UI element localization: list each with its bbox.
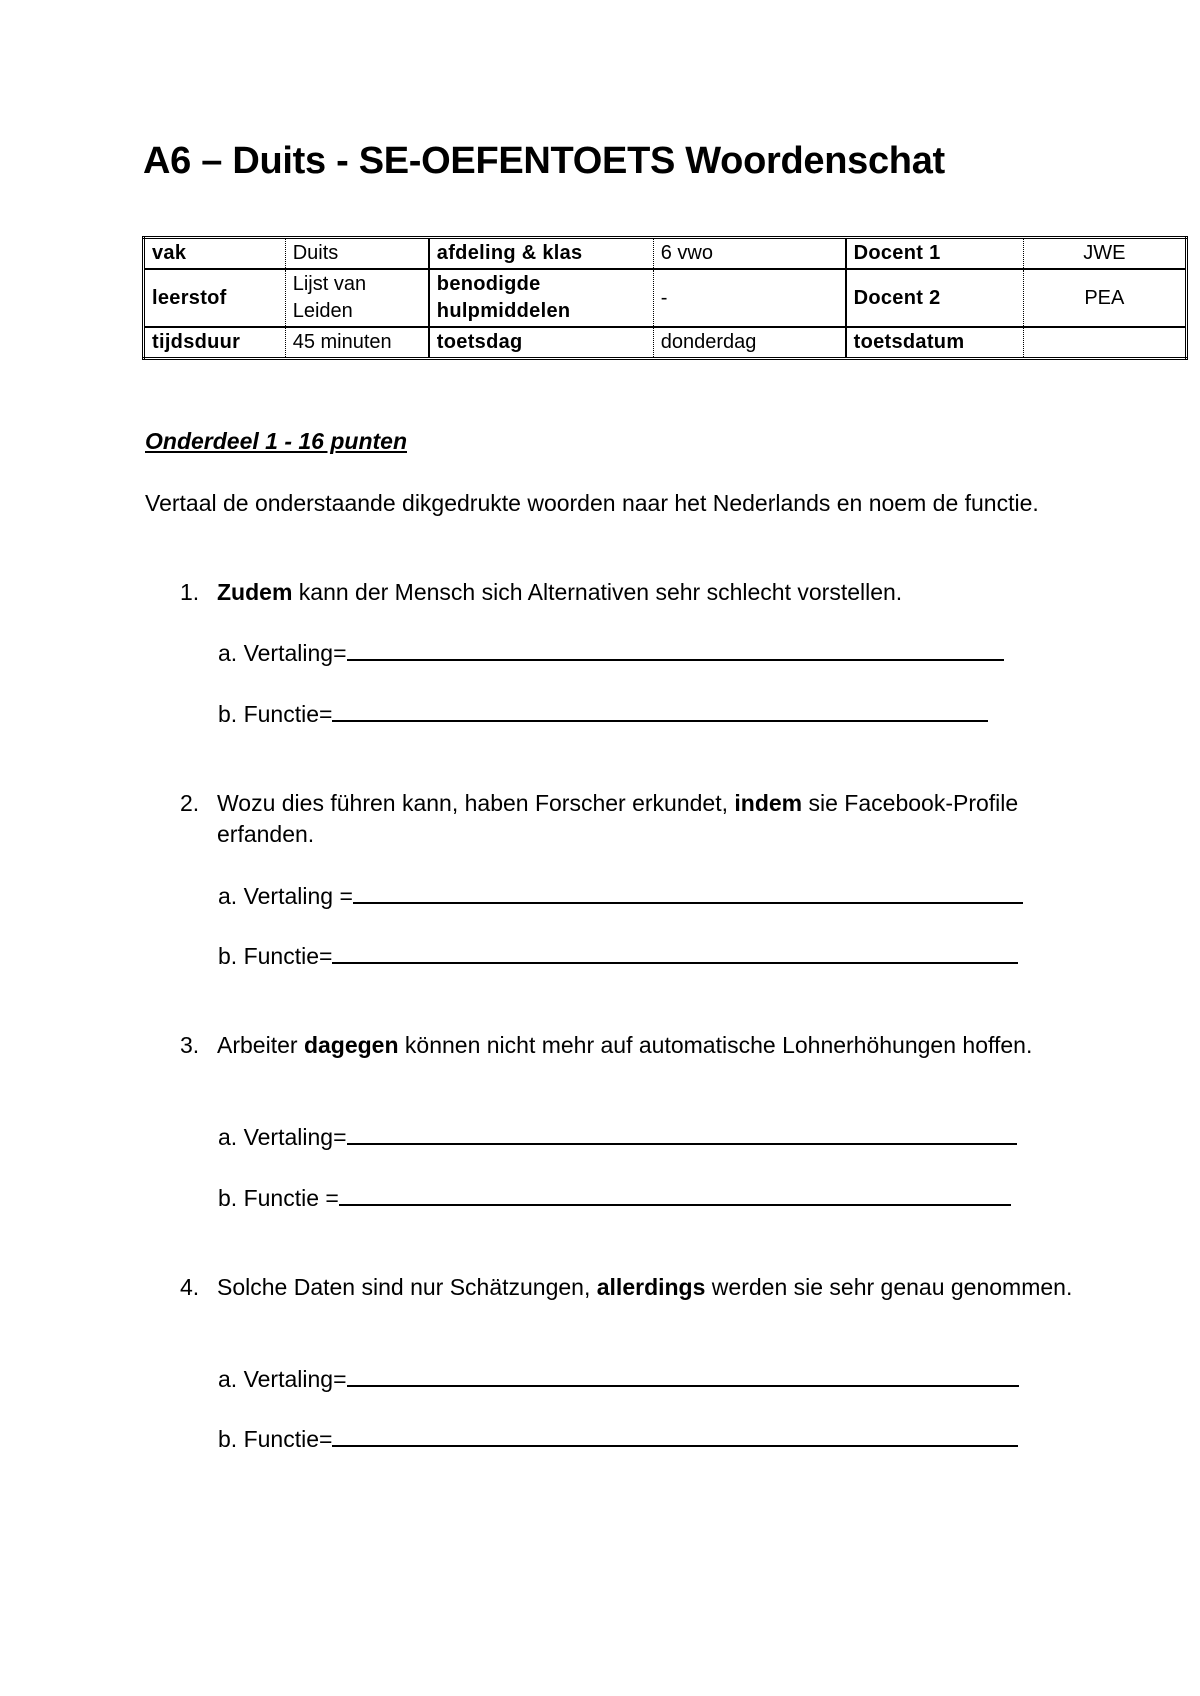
- label-toetsdatum: toetsdatum: [846, 327, 1024, 359]
- question-keyword: allerdings: [596, 1274, 706, 1300]
- question-text: können nicht mehr auf automatische Lohnerhöhungen hoffen.: [398, 1032, 1033, 1058]
- answer-label: b. Functie =: [218, 1185, 339, 1211]
- label-tijdsduur: tijdsduur: [144, 327, 286, 359]
- label-leerstof: leerstof: [144, 269, 286, 327]
- answer-label: a. Vertaling=: [218, 1124, 347, 1150]
- question-number: 3.: [180, 1032, 200, 1058]
- question-keyword: Zudem: [217, 579, 293, 605]
- answer-function-1: [218, 698, 988, 730]
- answer-line[interactable]: [332, 698, 988, 722]
- question-keyword: dagegen: [303, 1032, 399, 1058]
- answer-label: a. Vertaling=: [218, 640, 347, 666]
- answer-translation-2: [218, 880, 1023, 912]
- question-2: [180, 788, 1080, 850]
- test-info-table: [142, 236, 1188, 360]
- answer-line[interactable]: [353, 880, 1023, 904]
- value-tijdsduur: 45 minuten: [285, 327, 429, 359]
- label-docent-1: Docent 1: [846, 238, 1024, 270]
- answer-label: a. Vertaling=: [218, 1366, 347, 1392]
- question-keyword: indem: [734, 790, 803, 816]
- question-text: Wozu dies führen kann, haben Forscher erkundet,: [217, 790, 735, 816]
- question-text: Solche Daten sind nur Schätzungen,: [217, 1274, 597, 1300]
- answer-label: a. Vertaling =: [218, 883, 353, 909]
- answer-translation-3: [218, 1121, 1017, 1153]
- answer-function-3: [218, 1182, 1011, 1214]
- page-title: A6 – Duits - SE-OEFENTOETS Woordenschat: [143, 140, 945, 182]
- value-toetsdatum: [1023, 327, 1186, 359]
- value-leerstof: Lijst van Leiden: [285, 269, 429, 327]
- question-1: [180, 577, 1080, 608]
- answer-line[interactable]: [347, 1363, 1019, 1387]
- value-docent-1: JWE: [1023, 238, 1186, 270]
- value-hulpmiddelen: -: [653, 269, 845, 327]
- answer-label: b. Functie=: [218, 943, 333, 969]
- question-number: 1.: [180, 579, 200, 605]
- answer-translation-1: [218, 637, 1004, 669]
- label-toetsdag: toetsdag: [429, 327, 653, 359]
- label-docent-2: Docent 2: [846, 269, 1024, 327]
- value-docent-2: PEA: [1023, 269, 1186, 327]
- question-text: Arbeiter: [217, 1032, 304, 1058]
- question-text: werden sie sehr genau genommen.: [705, 1274, 1073, 1300]
- instruction-text: Vertaal de onderstaande dikgedrukte woorden naar het Nederlands en noem de functie.: [145, 490, 1039, 516]
- question-text: sie Facebook-Profile erfanden.: [217, 790, 1019, 847]
- question-number: 2.: [180, 790, 200, 816]
- answer-line[interactable]: [347, 637, 1004, 661]
- label-hulpmiddelen: benodigde hulpmiddelen: [429, 269, 653, 327]
- question-text: kann der Mensch sich Alternativen sehr schlecht vorstellen.: [292, 579, 903, 605]
- answer-line[interactable]: [332, 940, 1018, 964]
- answer-line[interactable]: [347, 1121, 1017, 1145]
- value-afdeling-klas: 6 vwo: [653, 238, 845, 270]
- answer-label: b. Functie=: [218, 1426, 333, 1452]
- answer-function-2: [218, 940, 1018, 972]
- table-row: [144, 269, 1187, 327]
- label-afdeling-klas: afdeling & klas: [429, 238, 653, 270]
- value-toetsdag: donderdag: [653, 327, 845, 359]
- answer-translation-4: [218, 1363, 1019, 1395]
- table-row: [144, 327, 1187, 359]
- section-heading: Onderdeel 1 - 16 punten: [145, 428, 407, 454]
- answer-function-4: [218, 1423, 1018, 1455]
- question-3: [180, 1030, 1080, 1061]
- answer-line[interactable]: [339, 1182, 1011, 1206]
- value-vak: Duits: [285, 238, 429, 270]
- answer-label: b. Functie=: [218, 701, 333, 727]
- question-4: [180, 1272, 1080, 1303]
- question-number: 4.: [180, 1274, 200, 1300]
- table-row: [144, 238, 1187, 270]
- answer-line[interactable]: [332, 1423, 1018, 1447]
- label-vak: vak: [144, 238, 286, 270]
